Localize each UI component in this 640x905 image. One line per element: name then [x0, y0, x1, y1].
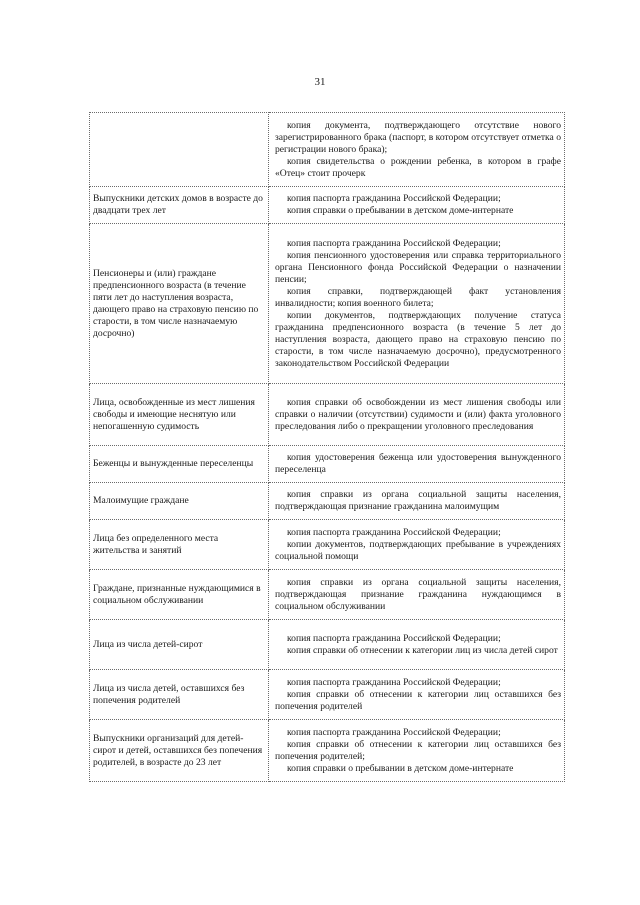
category-cell: Лица из числа детей, оставшихся без попечения родителей	[90, 670, 269, 720]
document-line: копия справки из органа социальной защиты населения, подтверждающая признание гражданина малоимущим	[275, 489, 561, 512]
documents-cell	[269, 620, 565, 670]
table-row	[90, 720, 565, 782]
category-cell: Пенсионеры и (или) граждане предпенсионного возраста (в течение пяти лет до наступления возраста, дающего право на страховую пенсию по старости, в том числе назначаемую досрочно)	[90, 224, 269, 384]
document-line: копия справки об отнесении к категории лиц оставшихся без попечения родителей;	[275, 738, 561, 762]
documents-table	[89, 112, 565, 782]
table-row	[90, 446, 565, 483]
document-line: копия справки из органа социальной защиты населения, подтверждающая признание гражданина нуждающимся в социальном обслуживании	[275, 576, 561, 612]
documents-cell	[269, 224, 565, 384]
document-line: копия свидетельства о рождении ребенка, в котором в графе «Отец» стоит прочерк	[275, 155, 561, 179]
documents-cell	[269, 113, 565, 187]
document-line: копия документа, подтверждающего отсутствие нового зарегистрированного брака (паспорт, в котором отсутствует отметка о регистрации нового брака);	[275, 119, 561, 155]
category-cell: Беженцы и вынужденные переселенцы	[90, 446, 269, 483]
document-line: копия справки о пребывании в детском доме-интернате	[287, 762, 514, 774]
category-cell: Лица без определенного места жительства и занятий	[90, 520, 269, 570]
documents-cell	[269, 483, 565, 520]
document-line: копия паспорта гражданина Российской Федерации;	[287, 193, 501, 204]
documents-cell	[269, 570, 565, 620]
documents-cell	[269, 670, 565, 720]
documents-cell	[269, 520, 565, 570]
document-line: копия паспорта гражданина Российской Федерации;	[287, 237, 501, 249]
document-line: копия справки о пребывании в детском доме-интернате	[287, 205, 514, 216]
document-line: копии документов, подтверждающих получение статуса гражданина предпенсионного возраста (в течение 5 лет до наступления возраста, дающего право на страховую пенсию по старости, в том числе назначаемую досрочно), предусмотренного законодательством Российской Федерации	[275, 309, 561, 369]
table-row	[90, 224, 565, 384]
table-row	[90, 620, 565, 670]
documents-cell	[269, 187, 565, 224]
document-line: копия справки об освобождении из мест лишения свободы или справки о наличии (отсутствии) судимости и (или) факта уголовного преследования либо о прекращении уголовного преследования	[275, 396, 561, 432]
document-line: копия удостоверения беженца или удостоверения вынужденного переселенца	[275, 452, 561, 475]
document-line: копия пенсионного удостоверения или справка территориального органа Пенсионного фонда Российской Федерации о назначении пенсии;	[275, 249, 561, 285]
category-cell: Граждане, признанные нуждающимися в социальном обслуживании	[90, 570, 269, 620]
documents-cell	[269, 446, 565, 483]
document-line: копия паспорта гражданина Российской Федерации;	[287, 526, 501, 538]
documents-cell	[269, 720, 565, 782]
document-line: копия справки об отнесении к категории лиц оставшихся без попечения родителей	[275, 688, 561, 712]
document-line: копия паспорта гражданина Российской Федерации;	[287, 676, 501, 688]
table-row	[90, 384, 565, 446]
documents-cell	[269, 384, 565, 446]
table-row	[90, 520, 565, 570]
table-row	[90, 483, 565, 520]
category-cell: Лица, освобожденные из мест лишения свободы и имеющие неснятую или непогашенную судимость	[90, 384, 269, 446]
category-cell	[90, 113, 269, 187]
page-number: 31	[314, 76, 326, 88]
table-row	[90, 670, 565, 720]
category-cell: Выпускники детских домов в возрасте до двадцати трех лет	[90, 187, 269, 224]
document-line: копия паспорта гражданина Российской Федерации;	[287, 632, 501, 644]
table-row	[90, 187, 565, 224]
document-line: копии документов, подтверждающих пребывание в учреждениях социальной помощи	[275, 538, 561, 562]
category-cell: Выпускники организаций для детей-сирот и детей, оставшихся без попечения родителей, в возрасте до 23 лет	[90, 720, 269, 782]
document-line: копия справки, подтверждающей факт установления инвалидности; копия военного билета;	[275, 285, 561, 309]
document-line: копия паспорта гражданина Российской Федерации;	[287, 726, 501, 738]
table-row	[90, 113, 565, 187]
table-body	[90, 113, 565, 782]
category-cell: Малоимущие граждане	[90, 483, 269, 520]
category-cell: Лица из числа детей-сирот	[90, 620, 269, 670]
table-row	[90, 570, 565, 620]
document-line: копия справки об отнесении к категории лиц из числа детей сирот	[287, 644, 558, 656]
